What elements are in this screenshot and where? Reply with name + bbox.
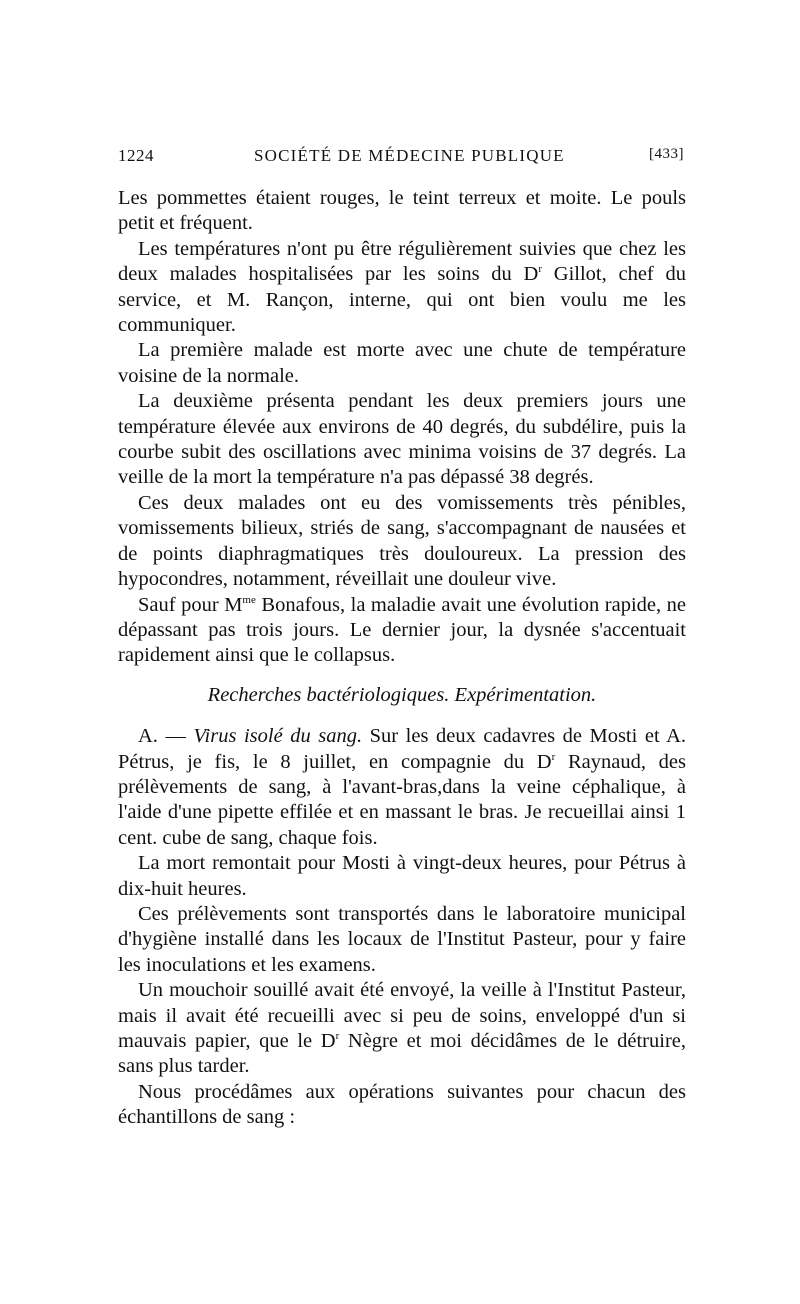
- madame-abbrev-sup: me: [242, 593, 256, 606]
- paragraph-5: Ces deux malades ont eu des vomissements très pénibles, vomissements bilieux, striés de sang, s'accompagnant de nausées et de points diaphragmatiques très douloureux. La pression des hypocondres, notamment, réveillait une douleur vive.: [118, 491, 686, 591]
- paragraph-10: [118, 978, 686, 1080]
- page-number: 1224: [118, 146, 154, 165]
- paragraph-6-text-b: Bonafous, la maladie avait une évolution rapide, ne dépassant pas trois jours. Le dernier jour, la dysnée s'accentuait rapidement ainsi que le collapsus.: [118, 593, 686, 667]
- doctor-abbrev-sup: r: [538, 263, 543, 276]
- paragraph-9: Ces prélèvements sont transportés dans le laboratoire municipal d'hygiène installé dans les locaux de l'Institut Pasteur, pour y faire les inoculations et les examens.: [118, 902, 686, 976]
- paragraph-2-text-a: Les températures n'ont pu être régulièrement suivies que chez les deux malades hospitalisées par les soins du D: [118, 237, 686, 286]
- section-heading: Recherches bactériologiques. Expérimentation.: [207, 683, 597, 706]
- paragraph-6-text-a: Sauf pour M: [138, 593, 243, 616]
- paragraph-7-italic-title: Virus isolé du sang.: [193, 725, 363, 748]
- paragraph-7-label: A. —: [138, 725, 194, 748]
- bracket-page-number: [433]: [649, 146, 684, 162]
- doctor-abbrev-sup: r: [335, 1030, 340, 1043]
- paragraph-1: Les pommettes étaient rouges, le teint terreux et moite. Le pouls petit et fréquent.: [118, 187, 686, 235]
- paragraph-2: [118, 237, 686, 339]
- paragraph-10-text-a: Un mouchoir souillé avait été envoyé, la veille à l'Institut Pasteur, mais il avait été recueilli avec si peu de soins, enveloppé d'un si mauvais papier, que le D: [118, 979, 686, 1052]
- paragraph-7-text-a: Sur les deux cadavres de Mosti et A. Pétrus, je fis, le 8 juillet, en compagnie du D: [118, 725, 686, 773]
- paragraph-7: [118, 724, 686, 851]
- paragraph-7-text-b: Raynaud, des prélèvements de sang, à l'avant-bras,dans la veine céphalique, à l'aide d'une pipette effilée et en massant le bras. Je recueillai ainsi 1 cent. cube de sang, chaque fois.: [118, 750, 686, 849]
- paragraph-10-text-b: Nègre et moi décidâmes de le détruire, sans plus tarder.: [118, 1030, 686, 1078]
- journal-title: SOCIÉTÉ DE MÉDECINE PUBLIQUE: [254, 146, 565, 165]
- doctor-abbrev-sup: r: [551, 750, 556, 763]
- running-header: [118, 146, 684, 176]
- paragraph-8: La mort remontait pour Mosti à vingt-deux heures, pour Pétrus à dix-huit heures.: [118, 852, 686, 900]
- paragraph-6: [118, 593, 686, 669]
- paragraph-3: La première malade est morte avec une chute de température voisine de la normale.: [118, 339, 686, 387]
- paragraph-4: La deuxième présenta pendant les deux premiers jours une température élevée aux environs de 40 degrés, du subdélire, puis la courbe subit des oscillations avec minima voisins de 37 degrés. La veille de la mort la température n'a pas dépassé 38 degrés.: [118, 390, 686, 489]
- paragraph-11: Nous procédâmes aux opérations suivantes pour chacun des échantillons de sang :: [118, 1080, 686, 1129]
- paragraph-2-text-b: Gillot, chef du service, et M. Rançon, interne, qui ont bien voulu me les communiquer.: [118, 263, 686, 337]
- body-text: [118, 186, 686, 1131]
